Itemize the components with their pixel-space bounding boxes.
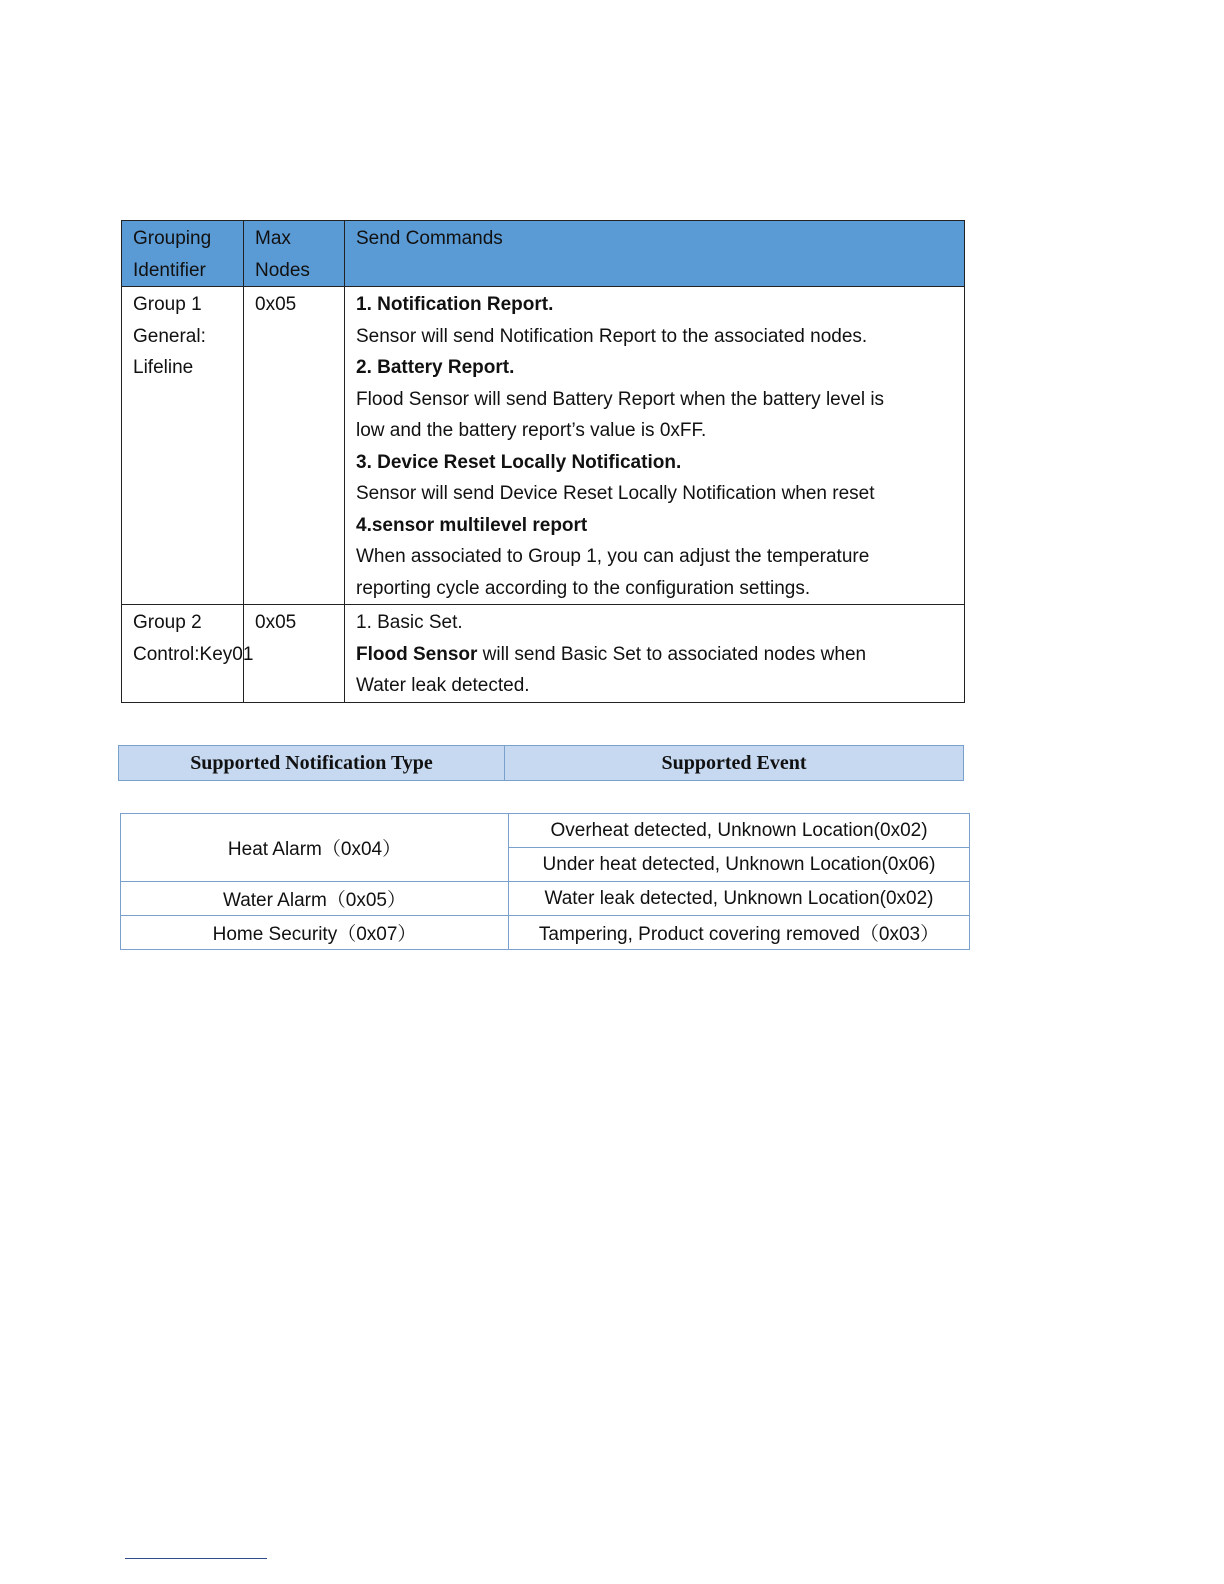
command-description: Flood Sensor will send Battery Report when the battery level is (356, 388, 885, 410)
command-title: 4.sensor multilevel report (356, 514, 588, 536)
command-title: 2. Battery Report. (356, 357, 515, 378)
water-alarm-type: Water Alarm（0x05） (121, 882, 509, 916)
home-security-event: Tampering, Product covering removed（0x03） (509, 916, 970, 950)
notification-header-row (119, 746, 964, 781)
command-description: Sensor will send Device Reset Locally Notification when reset (356, 483, 875, 504)
header-supported-event: Supported Event (505, 746, 964, 781)
group-2-max-nodes: 0x05 (244, 605, 345, 703)
heat-alarm-type: Heat Alarm（0x04） (121, 814, 509, 882)
association-header-row (122, 221, 965, 287)
table-row-heat-alarm (121, 814, 970, 848)
table-row-home-security (121, 916, 970, 950)
notification-event-table (120, 813, 970, 950)
table-row-water-alarm (121, 882, 970, 916)
command-title: 1. Notification Report. (356, 294, 554, 315)
command-description: Flood Sensor will send Basic Set to associated nodes when (356, 643, 867, 665)
group-1-identifier: Group 1 General: Lifeline (122, 287, 244, 605)
heat-alarm-event: Overheat detected, Unknown Location(0x02) (509, 814, 970, 848)
heat-alarm-event: Under heat detected, Unknown Location(0x06) (509, 848, 970, 882)
command-description: Water leak detected. (356, 675, 530, 696)
notification-header-table (118, 745, 964, 781)
association-group-table (121, 220, 965, 703)
command-description: low and the battery report’s value is 0xFF. (356, 420, 707, 441)
command-title: 3. Device Reset Locally Notification. (356, 451, 682, 473)
home-security-type: Home Security（0x07） (121, 916, 509, 950)
header-max-nodes: Max Nodes (244, 221, 345, 287)
footnote-divider (125, 1558, 267, 1559)
command-title: 1. Basic Set. (356, 612, 463, 633)
group-2-commands (345, 605, 965, 703)
command-description: When associated to Group 1, you can adjust the temperature (356, 546, 870, 567)
header-notification-type: Supported Notification Type (119, 746, 505, 781)
group-1-max-nodes: 0x05 (244, 287, 345, 605)
command-subject: Flood Sensor (356, 643, 478, 665)
group-2-identifier: Group 2 Control:Key01 (122, 605, 244, 703)
header-send-commands: Send Commands (345, 221, 965, 287)
command-description: Sensor will send Notification Report to the associated nodes. (356, 325, 868, 347)
table-row-group-1 (122, 287, 965, 605)
header-grouping-identifier: Grouping Identifier (122, 221, 244, 287)
water-alarm-event: Water leak detected, Unknown Location(0x02) (509, 882, 970, 916)
command-description: reporting cycle according to the configuration settings. (356, 577, 811, 599)
table-row-group-2 (122, 605, 965, 703)
group-1-commands (345, 287, 965, 605)
